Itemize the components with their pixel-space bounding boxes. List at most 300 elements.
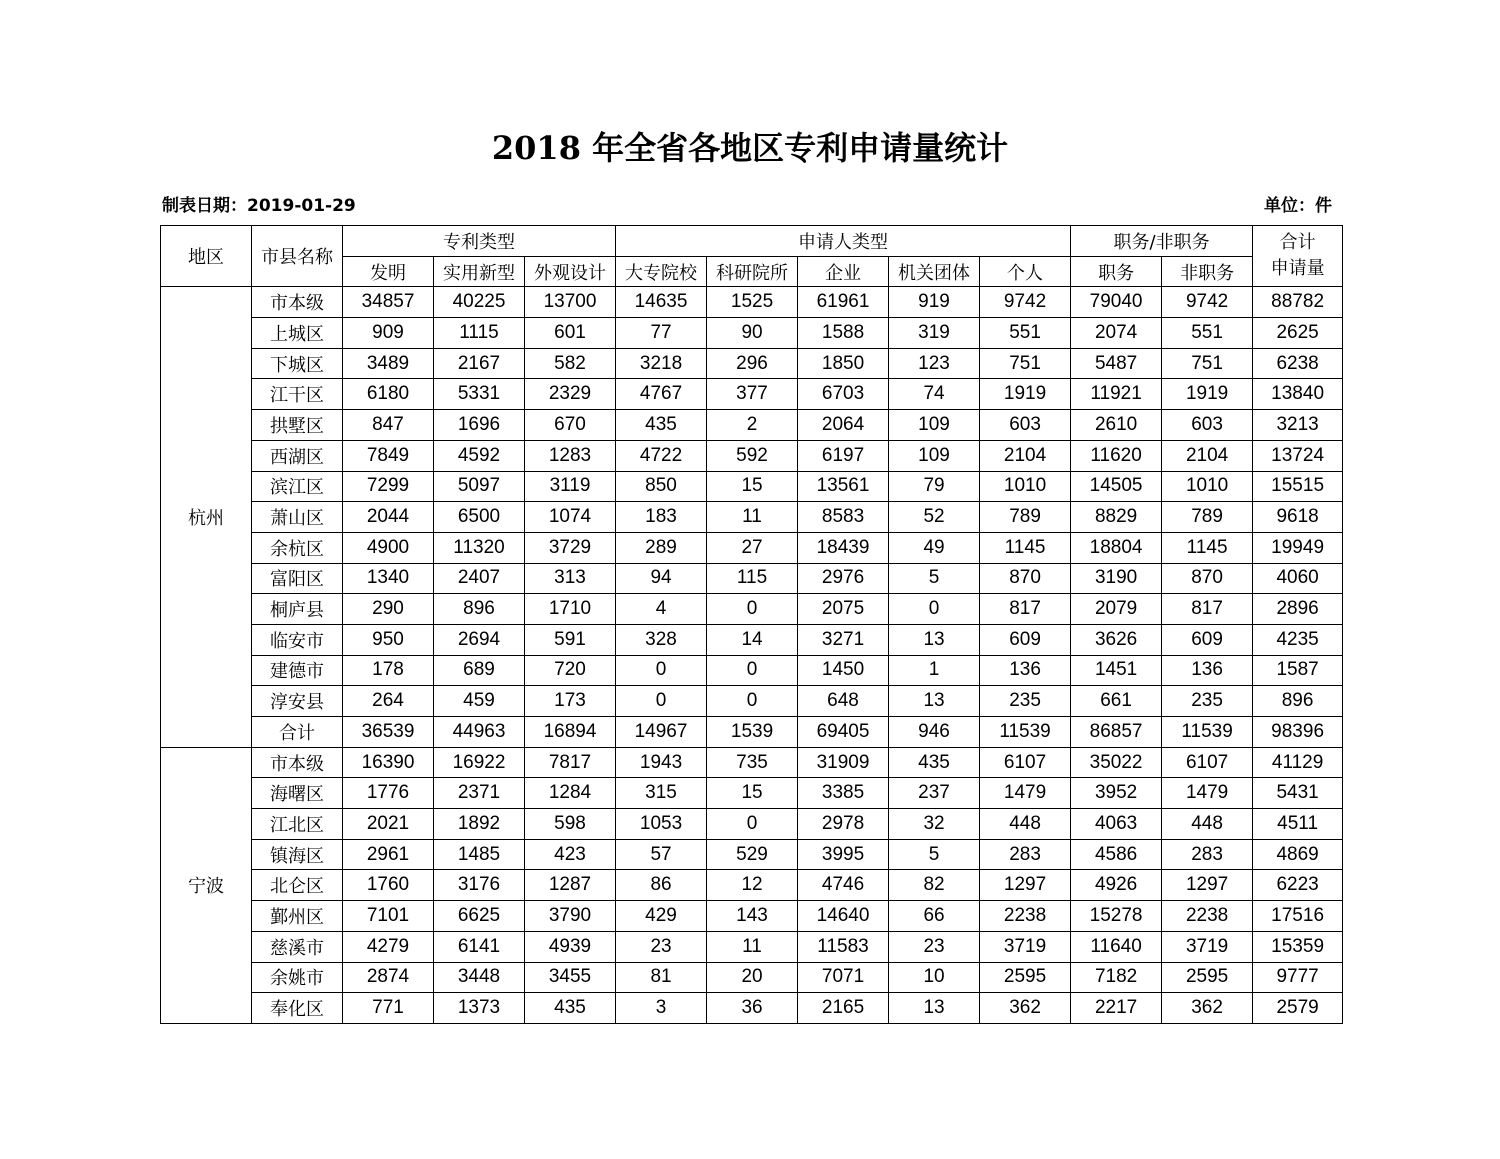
table-row [161, 809, 1343, 840]
value-cell: 4063 [1071, 809, 1162, 840]
value-cell: 4722 [616, 440, 707, 471]
value-cell: 31909 [798, 747, 889, 778]
header-row-top [161, 226, 1343, 257]
value-cell: 1710 [525, 594, 616, 625]
city-name-cell: 市本级 [252, 747, 343, 778]
value-cell: 2961 [343, 839, 434, 870]
value-cell: 36 [707, 993, 798, 1024]
table-row [161, 778, 1343, 809]
value-cell: 313 [525, 563, 616, 594]
value-cell: 2579 [1253, 993, 1343, 1024]
city-name-cell: 滨江区 [252, 471, 343, 502]
value-cell: 3790 [525, 901, 616, 932]
value-cell: 1479 [980, 778, 1071, 809]
value-cell: 14967 [616, 717, 707, 748]
value-cell: 15278 [1071, 901, 1162, 932]
value-cell: 10 [889, 962, 980, 993]
city-name-cell: 北仑区 [252, 870, 343, 901]
value-cell: 32 [889, 809, 980, 840]
value-cell: 14635 [616, 287, 707, 318]
value-cell: 12 [707, 870, 798, 901]
value-cell: 6703 [798, 379, 889, 410]
value-cell: 3 [616, 993, 707, 1024]
value-cell: 598 [525, 809, 616, 840]
value-cell: 1485 [434, 839, 525, 870]
value-cell: 909 [343, 318, 434, 349]
value-cell: 1587 [1253, 655, 1343, 686]
value-cell: 3176 [434, 870, 525, 901]
value-cell: 6625 [434, 901, 525, 932]
value-cell: 448 [1162, 809, 1253, 840]
value-cell: 3995 [798, 839, 889, 870]
value-cell: 8829 [1071, 502, 1162, 533]
table-row [161, 747, 1343, 778]
value-cell: 13 [889, 993, 980, 1024]
city-name-cell: 富阳区 [252, 563, 343, 594]
city-name-cell: 萧山区 [252, 502, 343, 533]
value-cell: 19949 [1253, 532, 1343, 563]
value-cell: 14640 [798, 901, 889, 932]
value-cell: 1539 [707, 717, 798, 748]
value-cell: 14505 [1071, 471, 1162, 502]
value-cell: 4060 [1253, 563, 1343, 594]
value-cell: 2238 [1162, 901, 1253, 932]
table-row [161, 379, 1343, 410]
value-cell: 328 [616, 624, 707, 655]
value-cell: 2874 [343, 962, 434, 993]
value-cell: 4592 [434, 440, 525, 471]
value-cell: 429 [616, 901, 707, 932]
value-cell: 751 [1162, 348, 1253, 379]
table-row [161, 318, 1343, 349]
value-cell: 2021 [343, 809, 434, 840]
table-row [161, 901, 1343, 932]
value-cell: 4746 [798, 870, 889, 901]
value-cell: 6141 [434, 931, 525, 962]
value-cell: 6238 [1253, 348, 1343, 379]
header-total [1253, 226, 1343, 287]
region-cell: 宁波 [161, 747, 252, 1023]
value-cell: 82 [889, 870, 980, 901]
value-cell: 4279 [343, 931, 434, 962]
value-cell: 2104 [980, 440, 1071, 471]
value-cell: 3385 [798, 778, 889, 809]
value-cell: 2610 [1071, 410, 1162, 441]
value-cell: 52 [889, 502, 980, 533]
table-row [161, 686, 1343, 717]
value-cell: 1053 [616, 809, 707, 840]
value-cell: 319 [889, 318, 980, 349]
value-cell: 551 [1162, 318, 1253, 349]
value-cell: 143 [707, 901, 798, 932]
value-cell: 448 [980, 809, 1071, 840]
value-cell: 720 [525, 655, 616, 686]
value-cell: 17516 [1253, 901, 1343, 932]
value-cell: 896 [1253, 686, 1343, 717]
value-cell: 2 [707, 410, 798, 441]
value-cell: 2595 [980, 962, 1071, 993]
value-cell: 4900 [343, 532, 434, 563]
value-cell: 870 [980, 563, 1071, 594]
table-row [161, 993, 1343, 1024]
value-cell: 7071 [798, 962, 889, 993]
value-cell: 5 [889, 563, 980, 594]
header-utility-model: 实用新型 [434, 256, 525, 287]
value-cell: 6223 [1253, 870, 1343, 901]
value-cell: 4511 [1253, 809, 1343, 840]
value-cell: 5097 [434, 471, 525, 502]
value-cell: 1588 [798, 318, 889, 349]
value-cell: 1010 [980, 471, 1071, 502]
value-cell: 13561 [798, 471, 889, 502]
value-cell: 2167 [434, 348, 525, 379]
value-cell: 2329 [525, 379, 616, 410]
value-cell: 235 [1162, 686, 1253, 717]
value-cell: 2044 [343, 502, 434, 533]
city-name-cell: 市本级 [252, 287, 343, 318]
value-cell: 13700 [525, 287, 616, 318]
value-cell: 98396 [1253, 717, 1343, 748]
value-cell: 3448 [434, 962, 525, 993]
value-cell: 4586 [1071, 839, 1162, 870]
table-row [161, 563, 1343, 594]
value-cell: 18439 [798, 532, 889, 563]
table-row [161, 962, 1343, 993]
value-cell: 2217 [1071, 993, 1162, 1024]
header-non-service: 非职务 [1162, 256, 1253, 287]
city-name-cell: 奉化区 [252, 993, 343, 1024]
value-cell: 1479 [1162, 778, 1253, 809]
value-cell: 77 [616, 318, 707, 349]
value-cell: 27 [707, 532, 798, 563]
value-cell: 0 [616, 655, 707, 686]
value-cell: 1943 [616, 747, 707, 778]
value-cell: 0 [707, 686, 798, 717]
value-cell: 4235 [1253, 624, 1343, 655]
city-name-cell: 临安市 [252, 624, 343, 655]
header-city: 市县名称 [252, 226, 343, 287]
header-government: 机关团体 [889, 256, 980, 287]
value-cell: 3952 [1071, 778, 1162, 809]
value-cell: 1 [889, 655, 980, 686]
value-cell: 2625 [1253, 318, 1343, 349]
value-cell: 423 [525, 839, 616, 870]
value-cell: 1115 [434, 318, 525, 349]
value-cell: 44963 [434, 717, 525, 748]
value-cell: 9742 [1162, 287, 1253, 318]
value-cell: 13840 [1253, 379, 1343, 410]
value-cell: 315 [616, 778, 707, 809]
patent-statistics-table [160, 225, 1343, 1024]
value-cell: 88782 [1253, 287, 1343, 318]
value-cell: 1760 [343, 870, 434, 901]
value-cell: 1297 [980, 870, 1071, 901]
value-cell: 661 [1071, 686, 1162, 717]
value-cell: 3271 [798, 624, 889, 655]
city-name-cell: 建德市 [252, 655, 343, 686]
value-cell: 609 [980, 624, 1071, 655]
value-cell: 109 [889, 440, 980, 471]
value-cell: 8583 [798, 502, 889, 533]
value-cell: 919 [889, 287, 980, 318]
value-cell: 2075 [798, 594, 889, 625]
value-cell: 1919 [980, 379, 1071, 410]
value-cell: 173 [525, 686, 616, 717]
value-cell: 11539 [980, 717, 1071, 748]
value-cell: 2165 [798, 993, 889, 1024]
header-design: 外观设计 [525, 256, 616, 287]
table-row [161, 931, 1343, 962]
city-name-cell: 合计 [252, 717, 343, 748]
value-cell: 847 [343, 410, 434, 441]
value-cell: 2238 [980, 901, 1071, 932]
value-cell: 817 [980, 594, 1071, 625]
header-duty: 职务/非职务 [1071, 226, 1253, 257]
value-cell: 2978 [798, 809, 889, 840]
value-cell: 3218 [616, 348, 707, 379]
value-cell: 459 [434, 686, 525, 717]
value-cell: 3119 [525, 471, 616, 502]
table-row [161, 624, 1343, 655]
value-cell: 11320 [434, 532, 525, 563]
value-cell: 74 [889, 379, 980, 410]
value-cell: 2064 [798, 410, 889, 441]
value-cell: 2104 [1162, 440, 1253, 471]
value-cell: 15359 [1253, 931, 1343, 962]
value-cell: 1451 [1071, 655, 1162, 686]
value-cell: 789 [1162, 502, 1253, 533]
city-name-cell: 西湖区 [252, 440, 343, 471]
table-date: 制表日期：2019-01-29 [162, 196, 356, 216]
header-enterprise: 企业 [798, 256, 889, 287]
value-cell: 1850 [798, 348, 889, 379]
table-row [161, 532, 1343, 563]
value-cell: 950 [343, 624, 434, 655]
value-cell: 23 [889, 931, 980, 962]
value-cell: 9742 [980, 287, 1071, 318]
value-cell: 11583 [798, 931, 889, 962]
value-cell: 435 [525, 993, 616, 1024]
city-name-cell: 下城区 [252, 348, 343, 379]
value-cell: 14 [707, 624, 798, 655]
value-cell: 0 [707, 809, 798, 840]
unit-label: 单位：件 [1264, 196, 1332, 216]
city-name-cell: 淳安县 [252, 686, 343, 717]
value-cell: 35022 [1071, 747, 1162, 778]
value-cell: 4 [616, 594, 707, 625]
value-cell: 86857 [1071, 717, 1162, 748]
value-cell: 235 [980, 686, 1071, 717]
value-cell: 551 [980, 318, 1071, 349]
value-cell: 1074 [525, 502, 616, 533]
value-cell: 13724 [1253, 440, 1343, 471]
value-cell: 9618 [1253, 502, 1343, 533]
value-cell: 109 [889, 410, 980, 441]
value-cell: 2079 [1071, 594, 1162, 625]
value-cell: 136 [1162, 655, 1253, 686]
value-cell: 591 [525, 624, 616, 655]
value-cell: 1010 [1162, 471, 1253, 502]
value-cell: 5331 [434, 379, 525, 410]
value-cell: 6107 [980, 747, 1071, 778]
value-cell: 20 [707, 962, 798, 993]
value-cell: 15 [707, 471, 798, 502]
value-cell: 670 [525, 410, 616, 441]
value-cell: 648 [798, 686, 889, 717]
table-row [161, 502, 1343, 533]
value-cell: 7817 [525, 747, 616, 778]
value-cell: 81 [616, 962, 707, 993]
value-cell: 592 [707, 440, 798, 471]
header-region: 地区 [161, 226, 252, 287]
value-cell: 3489 [343, 348, 434, 379]
value-cell: 582 [525, 348, 616, 379]
value-cell: 49 [889, 532, 980, 563]
header-service: 职务 [1071, 256, 1162, 287]
value-cell: 41129 [1253, 747, 1343, 778]
value-cell: 79040 [1071, 287, 1162, 318]
value-cell: 7849 [343, 440, 434, 471]
table-row [161, 594, 1343, 625]
city-name-cell: 拱墅区 [252, 410, 343, 441]
value-cell: 0 [616, 686, 707, 717]
value-cell: 123 [889, 348, 980, 379]
value-cell: 2371 [434, 778, 525, 809]
value-cell: 283 [980, 839, 1071, 870]
value-cell: 1287 [525, 870, 616, 901]
value-cell: 3190 [1071, 563, 1162, 594]
value-cell: 3719 [1162, 931, 1253, 962]
value-cell: 1776 [343, 778, 434, 809]
value-cell: 115 [707, 563, 798, 594]
value-cell: 2595 [1162, 962, 1253, 993]
value-cell: 11921 [1071, 379, 1162, 410]
table-body [161, 287, 1343, 1024]
value-cell: 529 [707, 839, 798, 870]
value-cell: 1919 [1162, 379, 1253, 410]
value-cell: 2694 [434, 624, 525, 655]
value-cell: 15515 [1253, 471, 1343, 502]
value-cell: 1450 [798, 655, 889, 686]
value-cell: 69405 [798, 717, 889, 748]
header-individual: 个人 [980, 256, 1071, 287]
value-cell: 5487 [1071, 348, 1162, 379]
value-cell: 16922 [434, 747, 525, 778]
value-cell: 2976 [798, 563, 889, 594]
value-cell: 435 [616, 410, 707, 441]
value-cell: 4926 [1071, 870, 1162, 901]
value-cell: 603 [1162, 410, 1253, 441]
city-name-cell: 慈溪市 [252, 931, 343, 962]
value-cell: 362 [980, 993, 1071, 1024]
value-cell: 34857 [343, 287, 434, 318]
value-cell: 771 [343, 993, 434, 1024]
value-cell: 1283 [525, 440, 616, 471]
value-cell: 86 [616, 870, 707, 901]
value-cell: 377 [707, 379, 798, 410]
value-cell: 751 [980, 348, 1071, 379]
header-patent-type: 专利类型 [343, 226, 616, 257]
value-cell: 3455 [525, 962, 616, 993]
city-name-cell: 桐庐县 [252, 594, 343, 625]
value-cell: 11640 [1071, 931, 1162, 962]
value-cell: 61961 [798, 287, 889, 318]
value-cell: 0 [889, 594, 980, 625]
value-cell: 1696 [434, 410, 525, 441]
header-total-line2: 申请量 [1270, 258, 1325, 280]
value-cell: 11539 [1162, 717, 1253, 748]
value-cell: 6500 [434, 502, 525, 533]
value-cell: 94 [616, 563, 707, 594]
value-cell: 66 [889, 901, 980, 932]
value-cell: 4767 [616, 379, 707, 410]
value-cell: 11620 [1071, 440, 1162, 471]
value-cell: 7182 [1071, 962, 1162, 993]
value-cell: 603 [980, 410, 1071, 441]
city-name-cell: 江北区 [252, 809, 343, 840]
value-cell: 1284 [525, 778, 616, 809]
value-cell: 5 [889, 839, 980, 870]
value-cell: 13 [889, 624, 980, 655]
value-cell: 850 [616, 471, 707, 502]
table-row [161, 870, 1343, 901]
value-cell: 11 [707, 931, 798, 962]
value-cell: 16390 [343, 747, 434, 778]
value-cell: 1145 [1162, 532, 1253, 563]
value-cell: 7101 [343, 901, 434, 932]
value-cell: 1145 [980, 532, 1071, 563]
city-name-cell: 余姚市 [252, 962, 343, 993]
value-cell: 5431 [1253, 778, 1343, 809]
value-cell: 296 [707, 348, 798, 379]
header-research-institute: 科研院所 [707, 256, 798, 287]
value-cell: 9777 [1253, 962, 1343, 993]
value-cell: 36539 [343, 717, 434, 748]
value-cell: 264 [343, 686, 434, 717]
value-cell: 4869 [1253, 839, 1343, 870]
value-cell: 23 [616, 931, 707, 962]
table-row [161, 287, 1343, 318]
table-row [161, 440, 1343, 471]
table-row [161, 410, 1343, 441]
value-cell: 1525 [707, 287, 798, 318]
header-total-line1: 合计 [1279, 232, 1316, 254]
region-cell: 杭州 [161, 287, 252, 747]
table-row [161, 839, 1343, 870]
value-cell: 3626 [1071, 624, 1162, 655]
value-cell: 79 [889, 471, 980, 502]
value-cell: 817 [1162, 594, 1253, 625]
value-cell: 6197 [798, 440, 889, 471]
value-cell: 11 [707, 502, 798, 533]
table-row [161, 348, 1343, 379]
value-cell: 16894 [525, 717, 616, 748]
value-cell: 283 [1162, 839, 1253, 870]
value-cell: 18804 [1071, 532, 1162, 563]
value-cell: 435 [889, 747, 980, 778]
value-cell: 689 [434, 655, 525, 686]
value-cell: 601 [525, 318, 616, 349]
value-cell: 2407 [434, 563, 525, 594]
value-cell: 946 [889, 717, 980, 748]
value-cell: 3729 [525, 532, 616, 563]
value-cell: 6107 [1162, 747, 1253, 778]
city-name-cell: 江干区 [252, 379, 343, 410]
table-row [161, 717, 1343, 748]
value-cell: 609 [1162, 624, 1253, 655]
value-cell: 789 [980, 502, 1071, 533]
value-cell: 870 [1162, 563, 1253, 594]
